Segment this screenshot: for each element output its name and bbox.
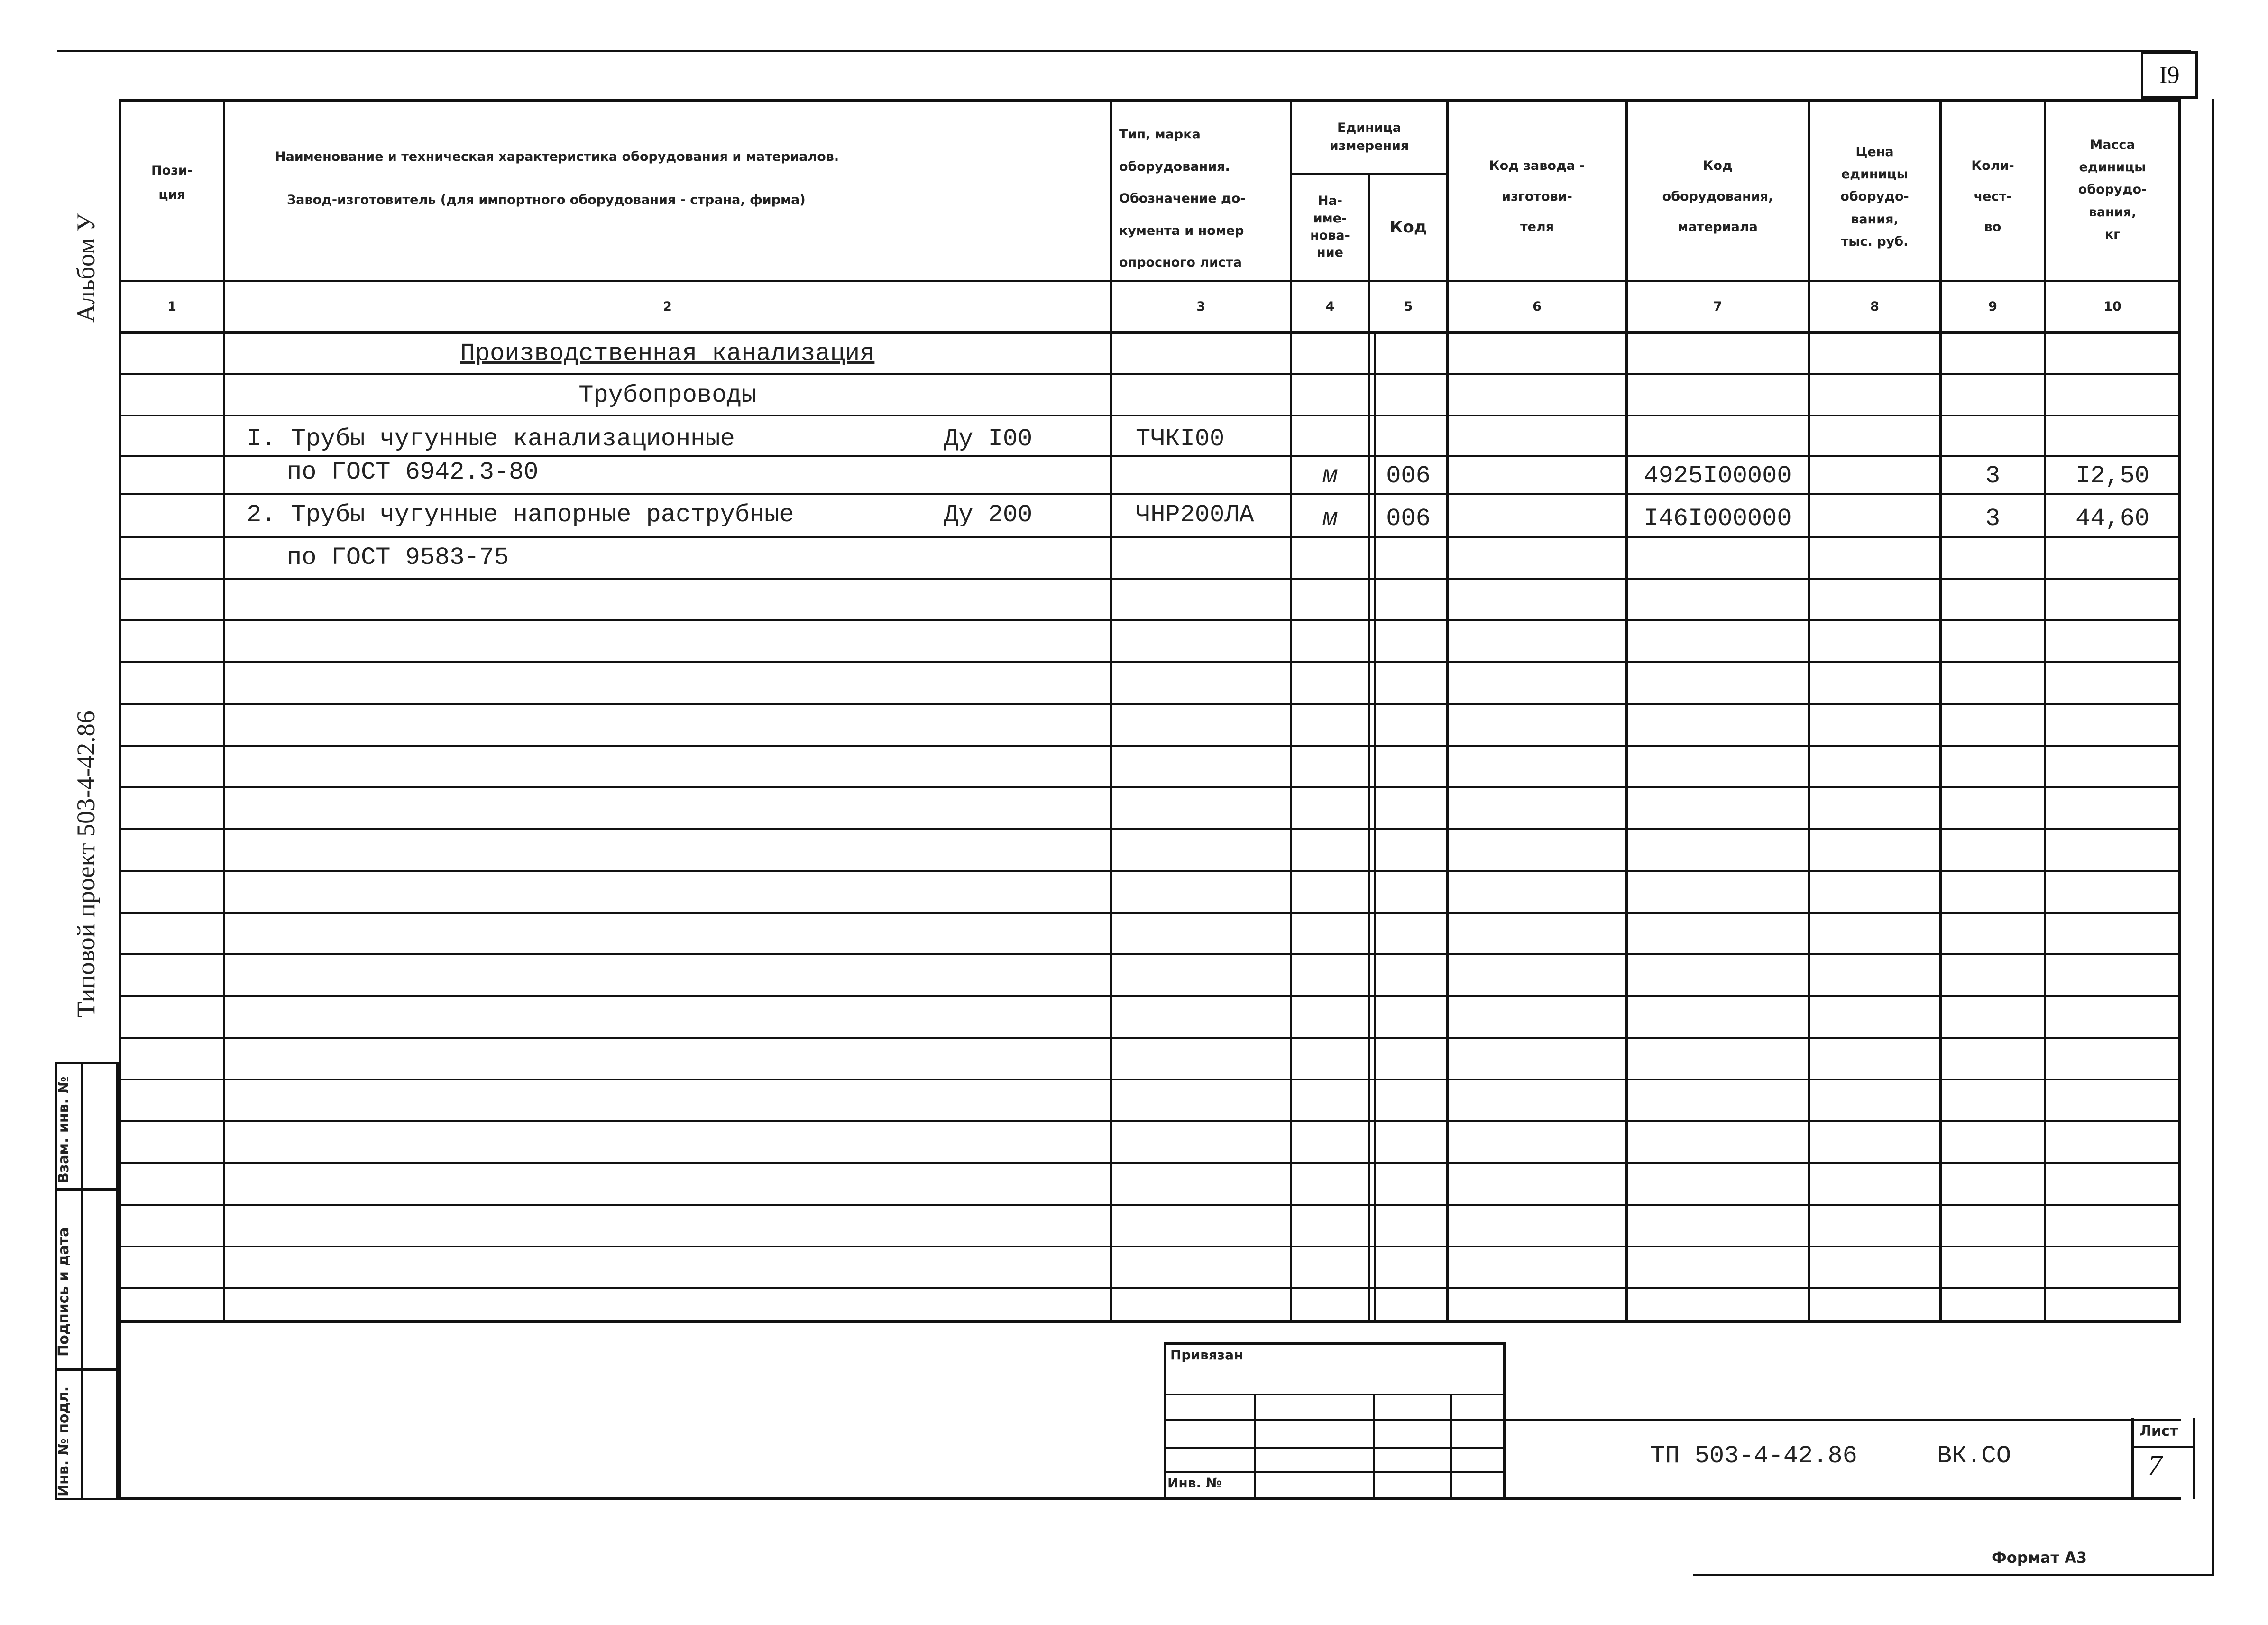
body-row-line bbox=[119, 1079, 2181, 1080]
body-row-line bbox=[119, 1204, 2181, 1206]
body-row-line bbox=[119, 373, 2181, 375]
colnum-8: 8 bbox=[1870, 299, 1879, 314]
body-row-line bbox=[119, 1037, 2181, 1039]
colnum-7: 7 bbox=[1713, 299, 1722, 314]
item2-material-code: I46I000000 bbox=[1644, 504, 1792, 533]
sheet-label: Лист bbox=[2139, 1423, 2178, 1440]
page-number: I9 bbox=[2159, 61, 2180, 89]
sheet-right-edge bbox=[2212, 99, 2214, 1574]
side-stamp-divider bbox=[81, 1062, 83, 1500]
colnum-3: 3 bbox=[1196, 299, 1205, 314]
section-title: Производственная канализация bbox=[460, 339, 875, 368]
item1-material-code: 4925I00000 bbox=[1644, 462, 1792, 490]
body-row-line bbox=[119, 786, 2181, 788]
item1-code: 006 bbox=[1386, 462, 1431, 490]
body-row-line bbox=[119, 536, 2181, 538]
unit-subheader-line bbox=[1290, 173, 1449, 175]
item2-mass: 44,60 bbox=[2075, 504, 2150, 533]
item1-quantity: 3 bbox=[1985, 462, 2001, 490]
item1-unit: м bbox=[1322, 462, 1338, 490]
item2-name: 2. Трубы чугунные напорные раструбные bbox=[247, 501, 794, 529]
body-row-line bbox=[119, 870, 2181, 872]
item1-type: ТЧКI00 bbox=[1136, 425, 1225, 453]
stamp-h2 bbox=[1164, 1419, 1506, 1421]
side-label-album: Альбом У bbox=[72, 213, 100, 323]
header-col7: Код оборудования, материала bbox=[1662, 158, 1773, 235]
stamp-h4 bbox=[1164, 1471, 1506, 1473]
colnum-6: 6 bbox=[1533, 299, 1542, 314]
item2-quantity: 3 bbox=[1985, 504, 2001, 533]
side-label-podpis: Подпись и дата bbox=[55, 1227, 72, 1357]
body-row-line bbox=[119, 1246, 2181, 1247]
subsection-title: Трубопроводы bbox=[578, 381, 756, 409]
header-col2-line1: Наименование и техническая характеристика оборудования и материалов. bbox=[275, 149, 839, 164]
item1-du: Ду I00 bbox=[944, 425, 1033, 453]
item1-mass: I2,50 bbox=[2075, 462, 2150, 490]
header-col8: Цена единицы оборудо- вания, тыс. руб. bbox=[1840, 144, 1909, 249]
body-row-line bbox=[119, 995, 2181, 997]
stamp-h1 bbox=[1164, 1394, 1506, 1395]
item2-code: 006 bbox=[1386, 504, 1431, 533]
body-row-line bbox=[119, 1162, 2181, 1164]
stamp-v2 bbox=[1373, 1394, 1375, 1500]
sheet-bottom-edge bbox=[1693, 1574, 2214, 1576]
header-col9: Коли- чест- во bbox=[1971, 158, 2014, 235]
body-row-line bbox=[119, 415, 2181, 416]
body-row-line bbox=[119, 455, 2181, 457]
header-col1: Пози- ция bbox=[151, 163, 193, 202]
side-label-project: Типовой проект 503-4-42.86 bbox=[72, 711, 100, 1017]
stamp-v1 bbox=[1254, 1394, 1256, 1500]
body-row-line bbox=[119, 619, 2181, 621]
header-col10: Масса единицы оборудо- вания, кг bbox=[2078, 137, 2147, 242]
sheet-box-divider bbox=[2131, 1446, 2195, 1448]
header-col5: Код bbox=[1389, 217, 1427, 237]
body-row-line bbox=[119, 1120, 2181, 1122]
colnum-10: 10 bbox=[2103, 299, 2121, 314]
colnum-9: 9 bbox=[1988, 299, 1997, 314]
title-block-top-line bbox=[1506, 1419, 2181, 1421]
colnum-4: 4 bbox=[1325, 299, 1335, 314]
body-row-line bbox=[119, 1287, 2181, 1289]
privyazan-label: Привязан bbox=[1170, 1347, 1243, 1363]
body-row-line bbox=[119, 953, 2181, 955]
body-row-line bbox=[119, 578, 2181, 580]
stamp-h3 bbox=[1164, 1447, 1506, 1449]
header-col6: Код завода - изготови- теля bbox=[1489, 158, 1585, 235]
body-row-line bbox=[119, 912, 2181, 914]
item1-gost: по ГОСТ 6942.3-80 bbox=[287, 458, 539, 486]
item1-name: I. Трубы чугунные канализационные bbox=[247, 425, 735, 453]
side-stamp-h1 bbox=[55, 1188, 119, 1191]
designation-code: ВК.СО bbox=[1937, 1442, 2011, 1470]
col-line-4 bbox=[1368, 175, 1370, 1322]
side-label-inv-podl: Инв. № подл. bbox=[55, 1386, 72, 1496]
top-border-line bbox=[57, 50, 2191, 52]
sheet-number: 7 bbox=[2148, 1450, 2162, 1481]
body-row-line bbox=[119, 745, 2181, 747]
stamp-v3 bbox=[1450, 1394, 1452, 1500]
item2-gost: по ГОСТ 9583-75 bbox=[287, 544, 509, 572]
body-row-line bbox=[119, 703, 2181, 705]
header-col45: Единица измерения bbox=[1329, 120, 1409, 153]
table-bottom-line bbox=[119, 1320, 2181, 1323]
colnum-5: 5 bbox=[1404, 299, 1413, 314]
inv-no-label: Инв. № bbox=[1167, 1475, 1222, 1491]
format-label: Формат А3 bbox=[1992, 1549, 2087, 1567]
body-row-line bbox=[119, 828, 2181, 830]
designation: ТП 503-4-42.86 bbox=[1650, 1442, 1857, 1470]
header-col2 bbox=[225, 145, 1110, 240]
colnum-1: 1 bbox=[167, 299, 176, 314]
page-number-box bbox=[2141, 51, 2198, 99]
side-stamp-h2 bbox=[55, 1368, 119, 1371]
header-col3: Тип, марка оборудования. Обозначение до- кумента и номер опросного листа bbox=[1119, 127, 1246, 270]
item2-unit: м bbox=[1322, 504, 1338, 533]
item2-type: ЧНР200ЛА bbox=[1136, 501, 1254, 529]
body-row-line bbox=[119, 493, 2181, 495]
side-label-vzam-inv: Взам. инв. № bbox=[55, 1076, 72, 1183]
header-col4: На- име- нова- ние bbox=[1310, 194, 1350, 260]
item2-du: Ду 200 bbox=[944, 501, 1033, 529]
body-row-line bbox=[119, 661, 2181, 663]
colnum-2: 2 bbox=[663, 299, 672, 314]
header-col2-line2: Завод-изготовитель (для импортного оборудования - страна, фирма) bbox=[287, 193, 806, 208]
